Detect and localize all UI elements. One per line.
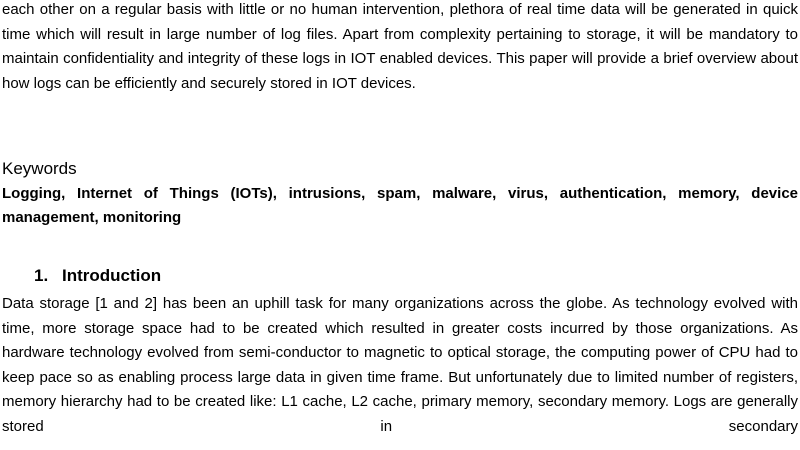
section-title: Introduction <box>62 266 162 285</box>
section-number: 1. <box>34 266 49 285</box>
keywords-heading: Keywords <box>2 159 77 178</box>
abstract-paragraph: each other on a regular basis with little or no human intervention, plethora of real time data will be generated in quick time which will result in large number of log files. Apart from complexity pertaining to storage, it will be mandatory to maintain confidentiality and integrity of these logs in IOT enabled devices. This paper will provide a brief overview about how logs can be efficiently and securely stored in IOT devices. <box>2 1 798 92</box>
keywords-list: Logging, Internet of Things (IOTs), intrusions, spam, malware, virus, authentication, memory, device management, monitoring <box>2 185 798 226</box>
introduction-paragraph: Data storage [1 and 2] has been an uphill task for many organizations across the globe. As technology evolved with time, more storage space had to be created which resulted in greater costs incurred by those organizations. As hardware technology evolved from semi-conductor to magnetic to optical storage, the computing power of CPU had to keep pace so as enabling process large data in given time frame. But unfortunately due to limited number of registers, memory hierarchy had to be created like: L1 cache, L2 cache, primary memory, secondary memory. Logs are generally stored in secondary <box>2 295 798 435</box>
section-heading <box>34 265 161 287</box>
